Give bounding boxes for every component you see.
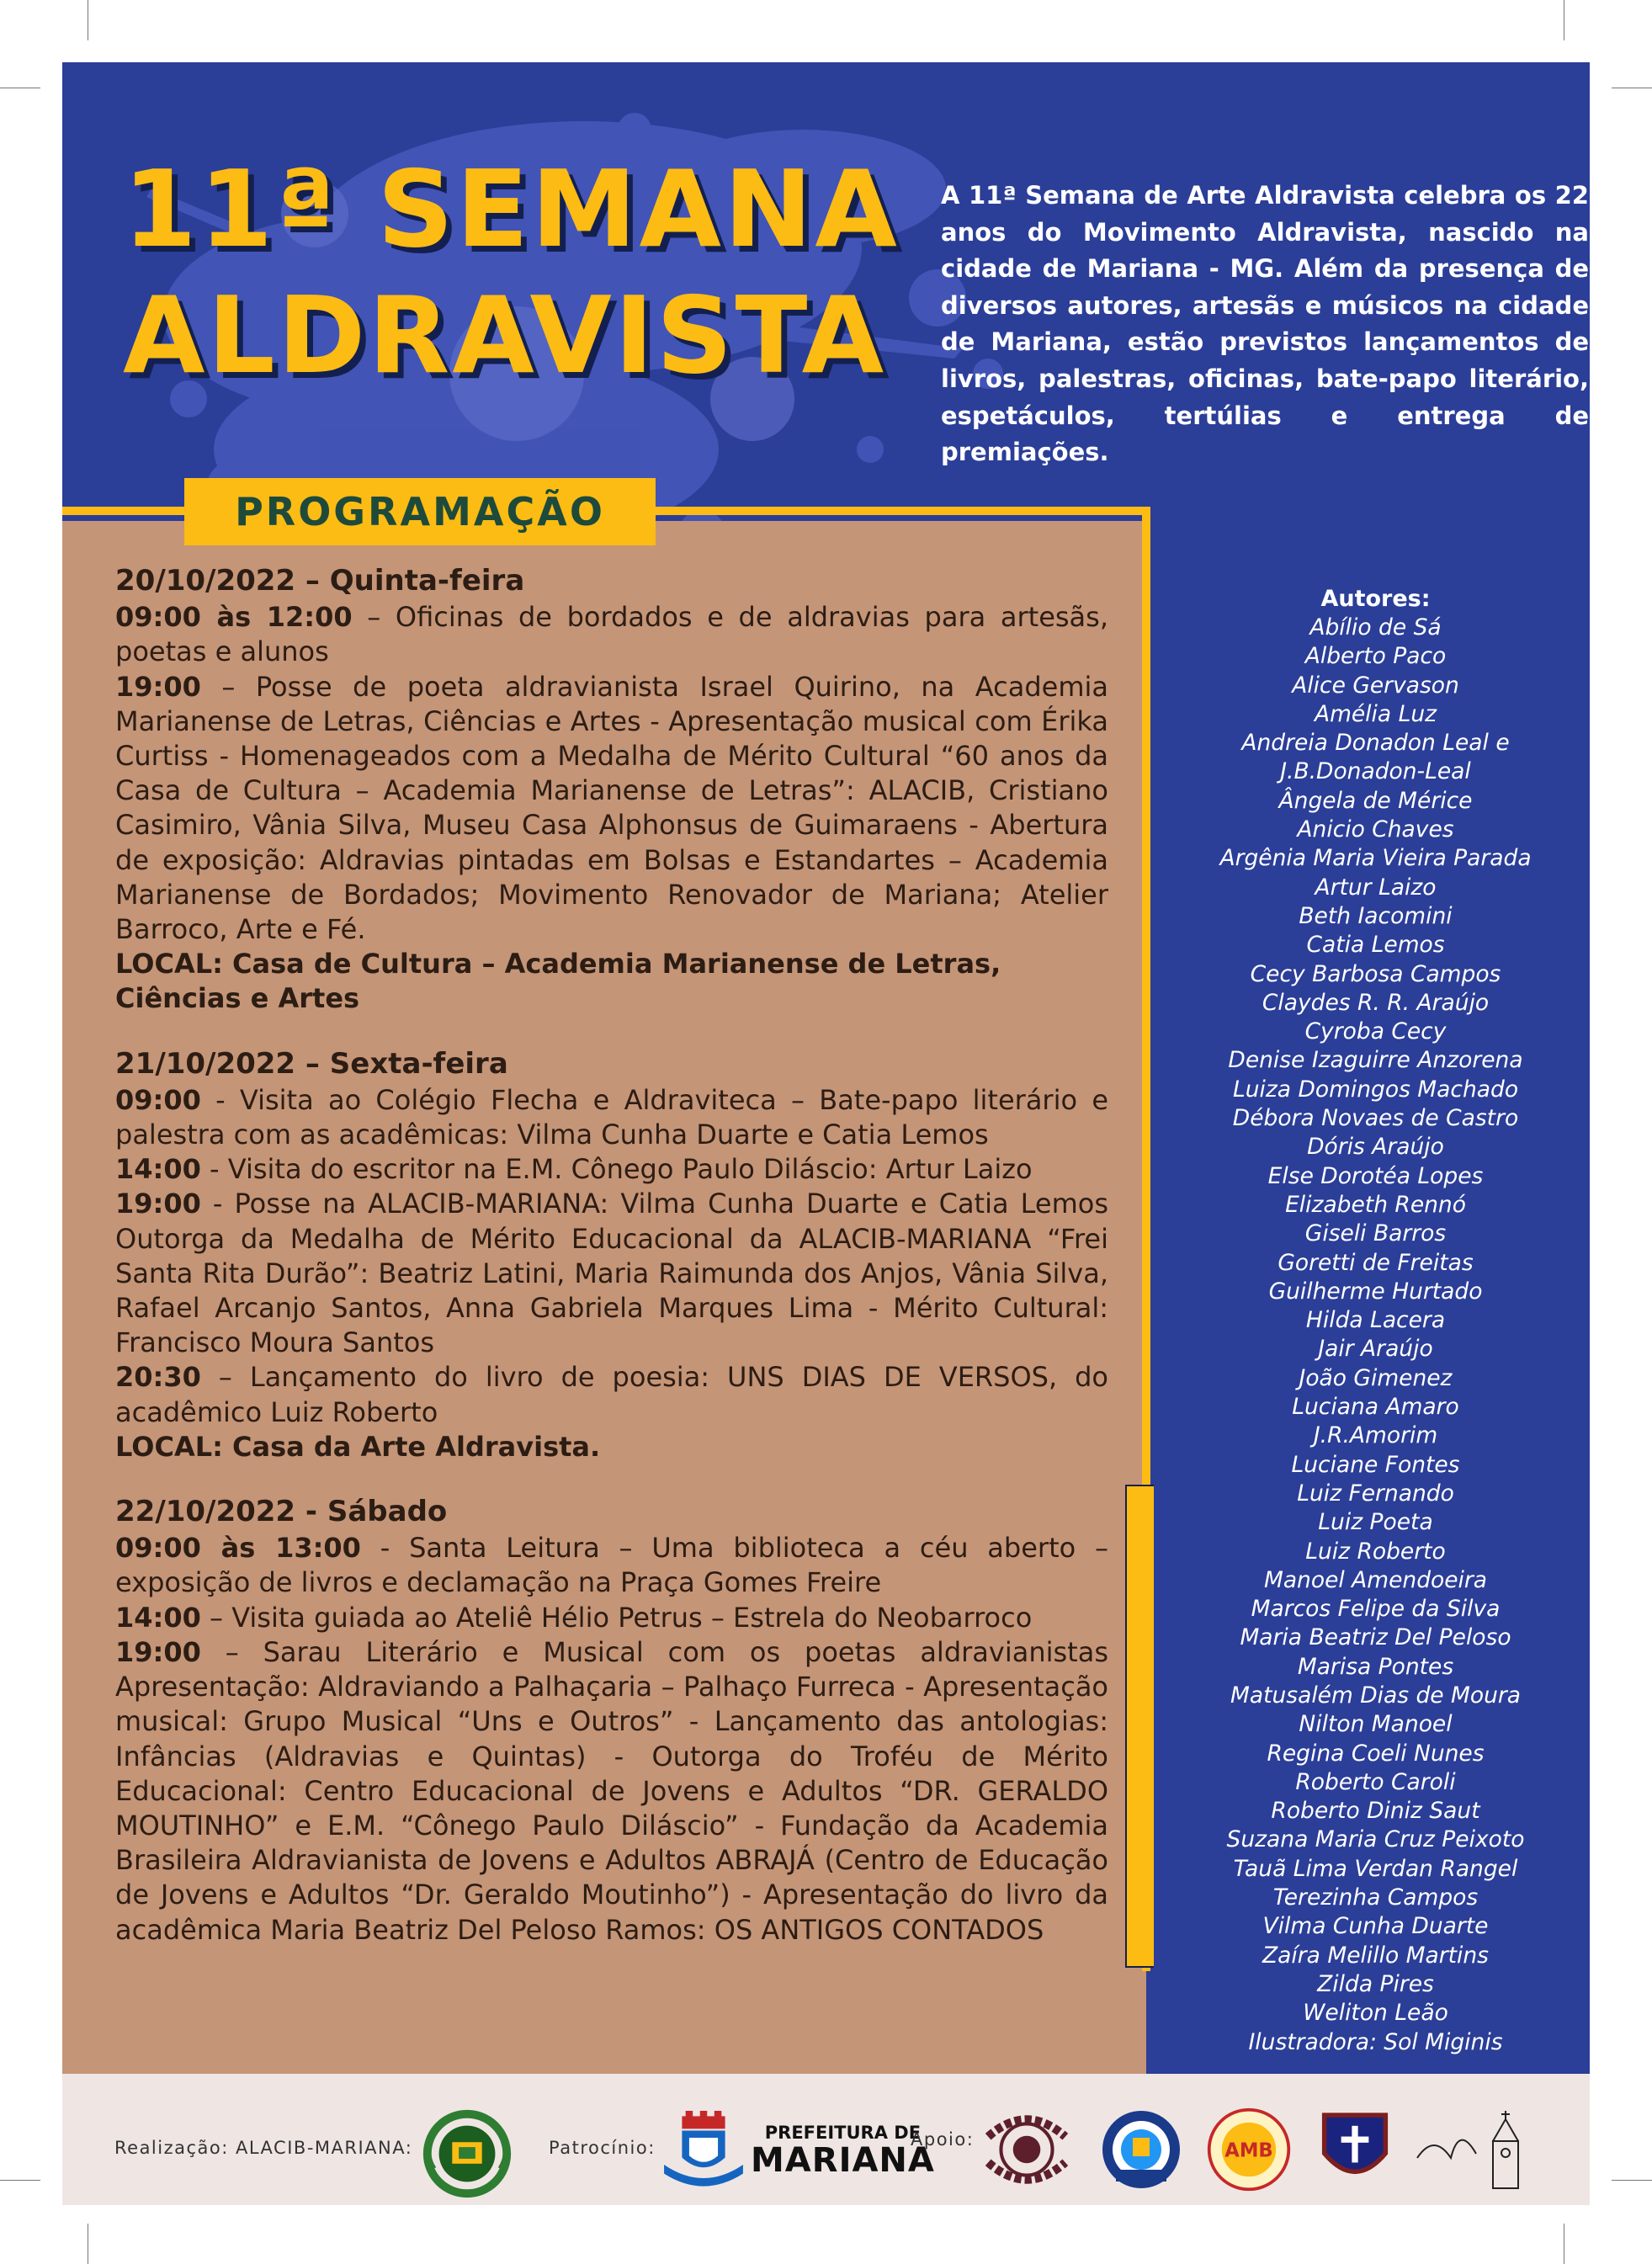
letras-e-artes-logo — [980, 2102, 1074, 2197]
author-name: Weliton Leão — [1303, 2000, 1448, 2027]
schedule-description: – Visita guiada ao Ateliê Hélio Petrus – Estrela do Neobarroco — [200, 1601, 1033, 1634]
author-name: Beth Iacomini — [1299, 902, 1453, 929]
author-name: Terezinha Campos — [1272, 1884, 1479, 1911]
venue-line: LOCAL: Casa da Arte Aldravista. — [115, 1430, 601, 1463]
authors-title: Autores: — [1320, 586, 1431, 612]
schedule-description: – Sarau Literário e Musical com os poetas aldravianistas Apresentação: Aldraviando a Palhaçaria – Palhaço Furreca - Apresentação musical: Grupo Musical “Uns e Outros” - Lançamento das antologias: Infâncias (Aldravias e Quintas) - Outorga do Troféu de Mérito Educacional: Centro Educacional de Jovens e Adultos “DR. GERALDO MOUTINHO” e E.M. “Cônego Paulo Diláscio” - Fundação da Academia Brasileira Aldravianista de Jovens e Adultos ABRAJÁ (Centro de Educação de Jovens e Adultos “Dr. Geraldo Moutinho”) - Apresentação do livro da acadêmica Maria Beatriz Del Peloso Ramos: OS ANTIGOS CONTADOS — [115, 1635, 1108, 1946]
author-name: Marisa Pontes — [1297, 1653, 1454, 1680]
schedule-time: 19:00 — [115, 1188, 201, 1220]
author-name: Alice Gervason — [1292, 672, 1459, 699]
author-name: Marcos Felipe da Silva — [1251, 1596, 1501, 1623]
schedule-time: 14:00 — [115, 1153, 201, 1186]
prefeitura-wordmark — [751, 2123, 935, 2178]
schedule-item — [115, 1187, 1108, 1360]
prefeitura-line-2: MARIANA — [751, 2141, 935, 2180]
author-name: Else Dorotéa Lopes — [1267, 1162, 1484, 1189]
program-frame-accent — [1125, 1485, 1154, 1968]
schedule-time: 14:00 — [115, 1601, 201, 1634]
author-name: Catia Lemos — [1306, 932, 1445, 959]
program-schedule — [115, 564, 1108, 1978]
author-name: Maria Beatriz Del Peloso — [1240, 1624, 1511, 1651]
event-title — [123, 146, 900, 399]
author-name: Abílio de Sá — [1309, 614, 1442, 640]
alacib-seal-logo — [417, 2104, 517, 2203]
author-name: Denise Izaguirre Anzorena — [1228, 1047, 1523, 1074]
apoio-label: Apoio: — [911, 2129, 975, 2150]
prefeitura-line-1: PREFEITURA DE — [764, 2123, 922, 2143]
venue-line: LOCAL: Casa de Cultura – Academia Marianense de Letras, Ciências e Artes — [115, 948, 1001, 1015]
author-name: João Gimenez — [1299, 1364, 1453, 1391]
author-name: Anicio Chaves — [1297, 816, 1454, 843]
schedule-item — [115, 1152, 1108, 1187]
author-name: Cecy Barbosa Campos — [1250, 960, 1501, 987]
schedule-item — [115, 670, 1108, 948]
author-name: Giseli Barros — [1304, 1220, 1447, 1247]
author-name: Matusalém Dias de Moura — [1230, 1682, 1522, 1709]
poster — [62, 62, 1590, 2205]
author-name: Alberto Paco — [1304, 643, 1447, 670]
day-block — [115, 564, 1108, 1017]
title-line-2: ALDRAVISTA — [123, 274, 887, 397]
author-name: Luiz Fernando — [1297, 1480, 1454, 1507]
schedule-description: - Visita ao Colégio Flecha e Aldraviteca – Bate-papo literário e palestra com as acadêmicas: Vilma Cunha Duarte e Catia Lemos — [115, 1083, 1108, 1151]
author-name: Zilda Pires — [1317, 1970, 1434, 1997]
author-name: Luiz Poeta — [1318, 1509, 1433, 1536]
author-name: Luiz Roberto — [1305, 1538, 1446, 1565]
title-line-1: 11ª SEMANA — [123, 147, 900, 271]
authors-list — [1183, 614, 1568, 2057]
program-label: PROGRAMAÇÃO — [184, 478, 656, 545]
author-name: Luiza Domingos Machado — [1232, 1076, 1519, 1103]
author-name: Tauã Lima Verdan Rangel — [1233, 1855, 1518, 1882]
day-heading: 22/10/2022 - Sábado — [115, 1495, 448, 1529]
schedule-description: - Posse na ALACIB-MARIANA: Vilma Cunha Duarte e Catia Lemos Outorga da Medalha de Mérito Educacional da ALACIB-MARIANA “Frei Santa Rita Durão”: Beatriz Latini, Maria Raimunda dos Anjos, Vânia Silva, Rafael Arcanjo Santos, Anna Gabriela Marques Lima - Mérito Cultural: Francisco Moura Santos — [115, 1188, 1108, 1359]
author-name: Cyroba Cecy — [1304, 1018, 1447, 1045]
author-name: Amélia Luz — [1314, 700, 1437, 727]
amb-bordados-logo — [1205, 2106, 1293, 2193]
academia-circle-logo — [1099, 2107, 1183, 2192]
author-name: Manoel Amendoeira — [1263, 1566, 1488, 1593]
schedule-description: – Posse de poeta aldravianista Israel Quirino, na Academia Marianense de Letras, Ciências e Artes - Apresentação musical com Érika Curtiss - Homenageados com a Medalha de Mérito Cultural “60 anos da Casa de Cultura – Academia Marianense de Letras”: ALACIB, Cristiano Casimiro, Vânia Silva, Museu Casa Alphonsus de Guimaraens - Abertura de exposição: Aldravias pintadas em Bolsas e Estandartes – Academia Marianense de Bordados; Movimento Renovador de Mariana; Atelier Barroco, Arte e Fé. — [115, 670, 1108, 946]
author-name: Regina Coeli Nunes — [1267, 1740, 1485, 1767]
author-name: Zaíra Melillo Martins — [1262, 1942, 1489, 1969]
patrocinio-label: Patrocínio: — [549, 2138, 656, 2158]
author-name: Luciana Amaro — [1292, 1394, 1459, 1421]
author-name: Nilton Manoel — [1299, 1711, 1453, 1738]
church-sketch-logo — [1409, 2107, 1535, 2192]
schedule-time: 09:00 às 13:00 — [115, 1532, 361, 1565]
shield-crest-logo — [1316, 2107, 1394, 2192]
author-name: Argênia Maria Vieira Parada — [1219, 845, 1532, 872]
intro-paragraph: A 11ª Semana de Arte Aldravista celebra os 22 anos do Movimento Aldravista, nascido na cidade de Mariana - MG. Além da presença de diversos autores, artesãs e músicos na cidade de Mariana, estão previstos lançamentos de livros, palestras, oficinas, bate-papo literário, espetáculos, tertúlias e entrega de premiações. — [941, 181, 1589, 467]
authors-column — [1183, 521, 1568, 2055]
mariana-coat-of-arms-logo — [658, 2111, 749, 2192]
author-name: Hilda Lacera — [1305, 1307, 1446, 1334]
author-name: Ilustradora: Sol Miginis — [1248, 2028, 1503, 2055]
schedule-time: 09:00 às 12:00 — [115, 601, 353, 634]
crop-mark — [0, 2180, 40, 2181]
author-name: Andreia Donadon Leal e J.B.Donadon-Leal — [1241, 730, 1510, 785]
schedule-description: – Oficinas de bordados e de aldravias para artesãs, poetas e alunos — [115, 601, 1109, 668]
author-name: Guilherme Hurtado — [1268, 1278, 1483, 1305]
author-name: Ângela de Mérice — [1278, 787, 1473, 814]
amb-text: AMB — [1224, 2139, 1273, 2162]
author-name: Vilma Cunha Duarte — [1262, 1913, 1489, 1940]
schedule-item — [115, 1635, 1108, 1948]
schedule-item — [115, 600, 1108, 669]
author-name: J.R.Amorim — [1313, 1422, 1438, 1449]
author-name: Claydes R. R. Araújo — [1262, 989, 1490, 1016]
schedule-time: 19:00 — [115, 670, 201, 703]
schedule-item — [115, 1531, 1108, 1600]
author-name: Luciane Fontes — [1291, 1451, 1460, 1478]
crop-mark — [1612, 2180, 1652, 2181]
day-block — [115, 1047, 1108, 1464]
author-name: Elizabeth Rennó — [1285, 1191, 1466, 1218]
schedule-item — [115, 1360, 1108, 1429]
schedule-time: 20:30 — [115, 1361, 201, 1394]
author-name: Roberto Caroli — [1295, 1768, 1456, 1795]
author-name: Débora Novaes de Castro — [1232, 1105, 1519, 1132]
schedule-item — [115, 1083, 1108, 1152]
author-name: Artur Laizo — [1315, 874, 1437, 901]
realizacao-label: Realização: ALACIB-MARIANA: — [114, 2138, 413, 2158]
schedule-description: – Lançamento do livro de poesia: UNS DIAS DE VERSOS, do acadêmico Luiz Roberto — [115, 1361, 1108, 1428]
author-name: Goretti de Freitas — [1278, 1249, 1474, 1276]
author-name: Suzana Maria Cruz Peixoto — [1226, 1826, 1525, 1853]
author-name: Dóris Araújo — [1307, 1134, 1444, 1161]
day-block — [115, 1495, 1108, 1948]
schedule-time: 19:00 — [115, 1635, 201, 1668]
author-name: Roberto Diniz Saut — [1271, 1798, 1480, 1825]
schedule-time: 09:00 — [115, 1083, 201, 1116]
schedule-description: - Visita do escritor na E.M. Cônego Paulo Diláscio: Artur Laizo — [200, 1153, 1033, 1186]
sponsor-footer — [62, 2074, 1590, 2205]
day-heading: 21/10/2022 – Sexta-feira — [115, 1046, 508, 1081]
author-name: Jair Araújo — [1318, 1336, 1433, 1363]
schedule-item — [115, 1601, 1108, 1635]
schedule-description: - Santa Leitura – Uma biblioteca a céu aberto – exposição de livros e declamação na Praça Gomes Freire — [115, 1532, 1109, 1599]
day-heading: 20/10/2022 – Quinta-feira — [115, 564, 525, 598]
